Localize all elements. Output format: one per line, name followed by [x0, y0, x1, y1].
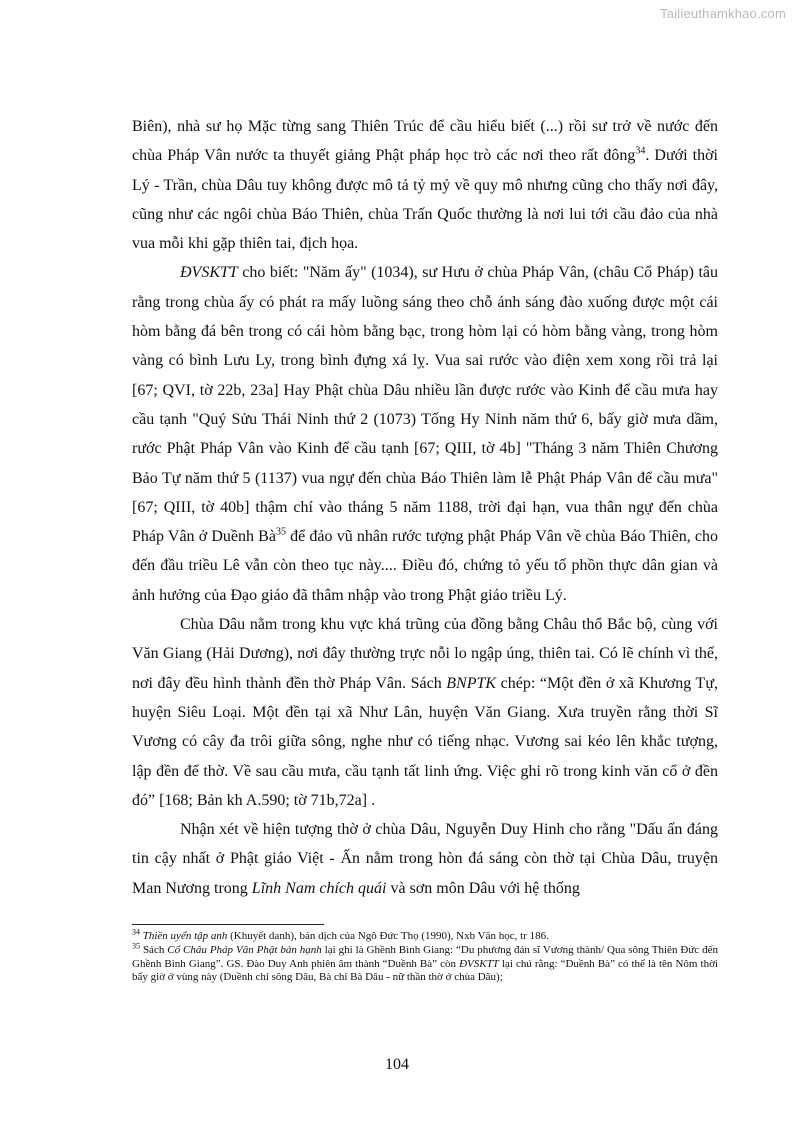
paragraph-3-text: Chùa Dâu nằm trong khu vực khá trũng của đồng bằng Châu thổ Bắc bộ, cùng với Văn Giang (Hải Dương), nơi đây thường trực nỗi lo ngập úng, thiên tai. Có lẽ chính vì thế, nơi đây đều hình thành đền thờ Pháp Vân. Sách	[132, 616, 718, 692]
paragraph-4-text-after: và sơn môn Dâu với hệ thống	[386, 879, 580, 897]
paragraph-3	[132, 610, 718, 815]
paragraph-2	[132, 258, 718, 610]
footnote-35-italic: Cổ Châu Pháp Vân Phật bản hạnh	[167, 943, 322, 956]
footnote-34-italic: Thiền uyển tập anh	[142, 930, 228, 942]
paragraph-2-text-after: để đảo vũ nhân rước tượng phật Pháp Vân về chùa Báo Thiên, cho đến đầu triều Lê vẫn còn theo tục này.... Điều đó, chứng tỏ yếu tố phồn thực dân gian và ảnh hưởng của Đạo giáo đã thâm nhập vào trong Phật giáo triều Lý.	[132, 528, 718, 604]
main-text	[132, 112, 718, 903]
footnote-35	[132, 941, 718, 985]
paragraph-2-text: cho biết: "Năm ấy" (1034), sư Hưu ở chùa Pháp Vân, (châu Cổ Pháp) tâu rằng trong chùa ấy có phát ra mấy luồng sáng theo chỗ ánh sáng đào xuống được một cái hòm bằng đá bên trong có cái hòm bằng bạc, trong hòm lại có hòm bằng vàng, trong hòm vàng có bình Lưu Ly, trong bình đựng xá lỵ. Vua sai rước vào điện xem xong rồi trả lại [67; QVI, tờ 22b, 23a] Hay Phật chùa Dâu nhiều lần được rước vào Kinh để cầu mưa hay cầu tạnh "Quý Sửu Thái Ninh thứ 2 (1073) Tống Hy Ninh năm thứ 6, bấy giờ mưa dầm, rước Phật Pháp Vân vào Kinh để cầu tạnh [67; QIII, tờ 4b] "Tháng 3 năm Thiên Chương Bảo Tự năm thứ 5 (1137) vua ngự đến chùa Báo Thiên làm lễ Phật Pháp Vân để cầu mưa" [67; QIII, tờ 40b] thậm chí vào tháng 5 năm 1188, trời đại hạn, vua thân ngự đến chùa Pháp Vân ở Duềnh Bà	[132, 264, 718, 546]
watermark: Tailieuthamkhao.com	[660, 6, 786, 21]
footnote-34-text: (Khuyết danh), bản dịch của Ngô Đức Thọ (1990), Nxb Văn học, tr 186.	[227, 930, 549, 942]
paragraph-4-italic: Lĩnh Nam chích quái	[251, 879, 387, 897]
footnotes	[132, 927, 718, 985]
footnote-35-text-before: Sách	[140, 943, 168, 956]
footnote-divider	[132, 924, 324, 925]
footnote-35-text-after: lại chú rằng: “Duềnh Bà” có thể là tên Nôm thời bấy giờ ở vùng này (Duềnh chỉ sông Dâu, Bà chỉ Bà Dâu - nữ thần thờ ở chùa Dâu);	[132, 957, 718, 984]
footnote-ref-34: 34	[635, 145, 646, 157]
footnote-35-text-mid: lại ghi là Ghềnh Bình Giang: “Du phương đán sĩ Vương thành/ Qua sông Thiên Đức đến Ghềnh Bình Giang”. GS. Đào Duy Anh phiên âm thành “Duềnh Bà” còn	[132, 943, 718, 970]
paragraph-1	[132, 112, 718, 258]
page-number: 104	[385, 1056, 409, 1073]
paragraph-4	[132, 815, 718, 903]
footnote-ref-35: 35	[275, 526, 286, 538]
paragraph-1-text-after: . Dưới thời Lý - Trần, chùa Dâu tuy không được mô tả tỷ mỷ về quy mô nhưng cũng cho thấy nơi đây, cũng như các ngôi chùa Báo Thiên, chùa Trấn Quốc thường là nơi lui tới cầu đảo của nhà vua mỗi khi gặp thiên tai, địch họa.	[132, 147, 718, 253]
footnote-35-italic-2: ĐVSKTT	[459, 957, 499, 970]
footnote-35-mark: 35	[132, 941, 140, 951]
paragraph-3-italic: BNPTK	[446, 674, 497, 692]
footnote-34-mark: 34	[132, 927, 140, 937]
paragraph-1-text: Biên), nhà sư họ Mặc từng sang Thiên Trúc để cầu hiểu biết (...) rồi sư trở về nước đến chùa Pháp Vân nước ta thuyết giảng Phật pháp học trò các nơi theo rất đông	[132, 118, 718, 165]
paragraph-2-italic: ĐVSKTT	[180, 264, 238, 282]
paragraph-4-text: Nhận xét về hiện tượng thờ ở chùa Dâu, Nguyễn Duy Hinh cho rằng "Dấu ấn đáng tin cậy nhất ở Phật giáo Việt - Ấn nằm trong hòn đá sáng còn thờ tại Chùa Dâu, truyện Man Nương trong	[132, 821, 718, 897]
footnote-34	[132, 927, 718, 944]
paragraph-3-text-after: chép: “Một đền ở xã Khương Tự, huyện Siêu Loại. Một đền tại xã Như Lân, huyện Văn Giang. Xưa truyền rằng thời Sĩ Vương có cây đa trôi giữa sông, nghe như có tiếng nhạc. Vương sai kéo lên khắc tượng, lập đền để thờ. Về sau cầu mưa, cầu tạnh tất linh ứng. Việc ghi rõ trong kinh văn cổ ở đền đó” [168; Bản kh A.590; tờ 71b,72a] .	[132, 674, 718, 809]
